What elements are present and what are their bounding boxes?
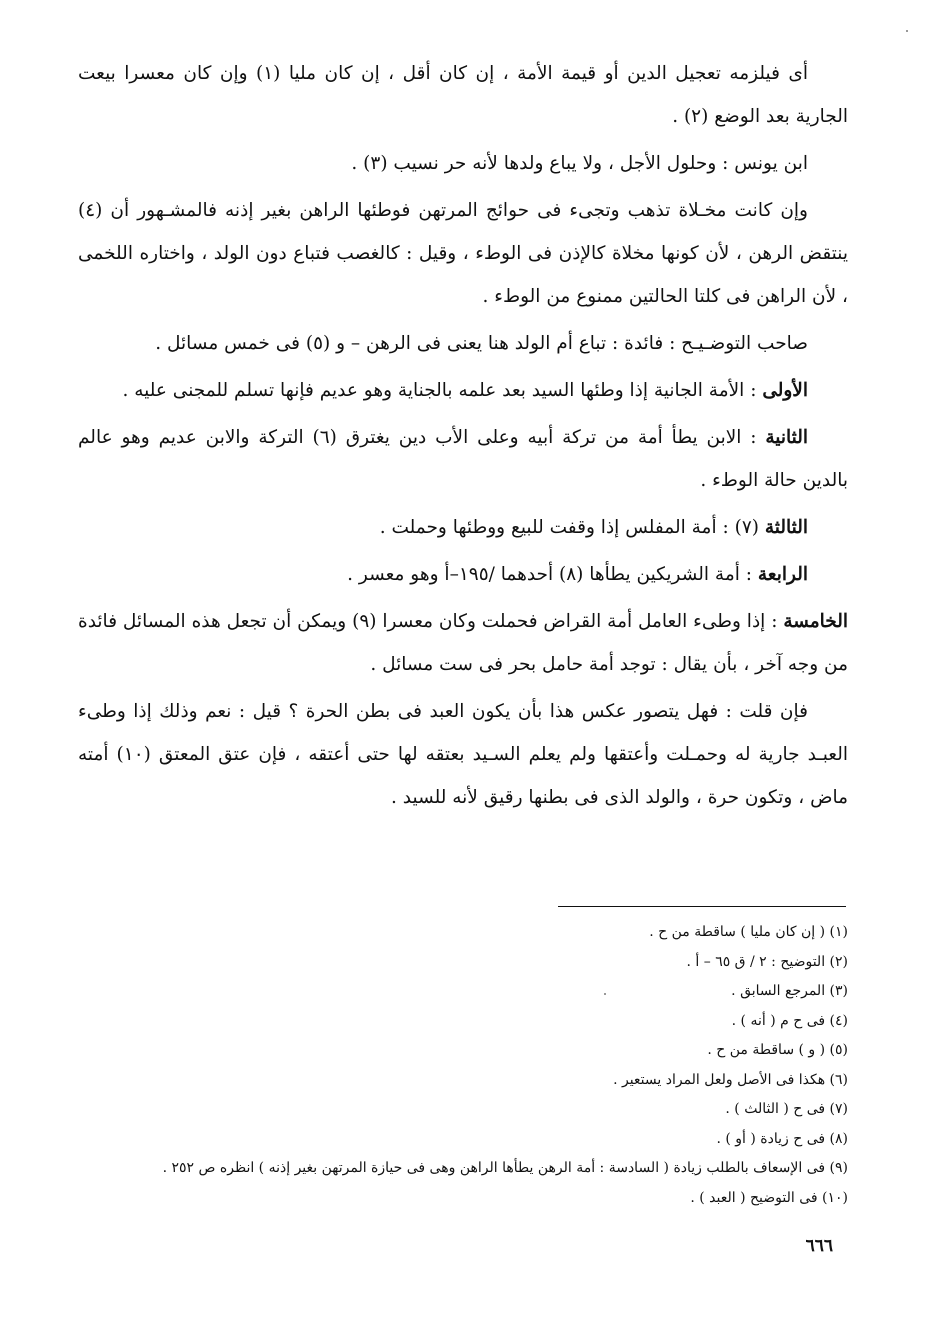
footnote-10: (١٠) فى التوضيح ( العبد ) . (690, 1189, 848, 1206)
footnote-8: (٨) فى ح زيادة ( أو ) . (716, 1130, 848, 1147)
paragraph-10: فإن قلت : فهل يتصور عكس هذا بأن يكون العبد فى بطن الحرة ؟ قيل : نعم وذلك إذا وطىء العبـد جارية له وحمـلت وأعتقها ولم يعلم السـيد بعتقه لها حتى أعتقه ، فإن عتق المعتق (١٠) أمته ماض ، وتكون حرة ، والولد الذى فى بطنها رقيق لأنه للسيد . (78, 701, 849, 808)
footnote-divider (558, 906, 846, 907)
scan-speck (906, 30, 908, 32)
paragraph-4: صاحب التوضـيـح : فائدة : تباع أم الولد هنا يعنى فى الرهن – و (٥) فى خمس مسائل . (155, 333, 808, 354)
issue-label-fifth: الخامسة (783, 611, 849, 632)
footnote-9: (٩) فى الإسعاف بالطلب زيادة ( السادسة : أمة الرهن يطأها الراهن وهى فى حيازة المرتهن بغير إذنه ) انظره ص ٢٥٢ . (162, 1160, 848, 1176)
issue-label-second: الثانية (765, 427, 809, 448)
footnote-3: (٣) المرجع السابق . (731, 983, 848, 999)
footnote-4: (٤) فى ح م ( أنه ) . (731, 1012, 848, 1029)
issue-label-first: الأولى (762, 380, 808, 401)
paragraph-8: الرابعة : أمة الشريكين يطأها (٨) أحدهما /١٩٥–أ وهو معسر . (347, 564, 808, 585)
paragraph-5: الأولى : الأمة الجانية إذا وطئها السيد بعد علمه بالجناية وهو عديم فإنها تسلم للمجنى عليه . (122, 380, 808, 401)
paragraph-6: الثانية : الابن يطأ أمة من تركة أبيه وعلى الأب دين يغترق (٦) التركة والابن عديم وهو عالم بالدين حالة الوطء . (78, 427, 848, 491)
scan-speck (604, 993, 606, 995)
footnote-1: (١) ( إن كان مليا ) ساقطة من ح . (649, 924, 848, 940)
paragraph-3: وإن كانت مخـلاة تذهب وتجىء فى حوائج المرتهن فوطئها الراهن بغير إذنه فالمشـهور أن (٤) ينتقض الرهن ، لأن كونها مخلاة كالإذن فى الوطء ، وقيل : كالغصب فتباع دون الولد ، واختاره اللخمى ، لأن الراهن فى كلتا الحالتين ممنوع من الوطء . (78, 200, 848, 307)
main-text (78, 52, 848, 823)
footnote-2: (٢) التوضيح : ٢ / ق ٦٥ – أ . (686, 953, 848, 970)
page-number: ٦٦٦ (805, 1236, 833, 1256)
footnotes (78, 918, 848, 1213)
paragraph-7: الثالثة (٧) : أمة المفلس إذا وقفت للبيع ووطئها وحملت . (379, 517, 808, 538)
paragraph-1: أى فيلزمه تعجيل الدين أو قيمة الأمة ، إن كان أقل ، إن كان مليا (١) وإن كان معسرا بيعت الجارية بعد الوضع (٢) . (78, 63, 848, 127)
paragraph-2: ابن يونس : وحلول الأجل ، ولا يباع ولدها لأنه حر نسيب (٣) . (351, 153, 808, 174)
footnote-5: (٥) ( و ) ساقطة من ح . (707, 1042, 848, 1058)
issue-label-fourth: الرابعة (757, 564, 808, 585)
issue-label-third: الثالثة (764, 517, 808, 538)
paragraph-9: الخامسة : إذا وطىء العامل أمة القراض فحملت وكان معسرا (٩) ويمكن أن تجعل هذه المسائل فائدة من وجه آخر ، بأن يقال : توجد أمة حامل بحر فى ست مسائل . (78, 611, 849, 675)
footnote-7: (٧) فى ح ( الثالث ) . (725, 1101, 848, 1117)
footnote-6: (٦) هكذا فى الأصل ولعل المراد يستعير . (613, 1071, 848, 1088)
